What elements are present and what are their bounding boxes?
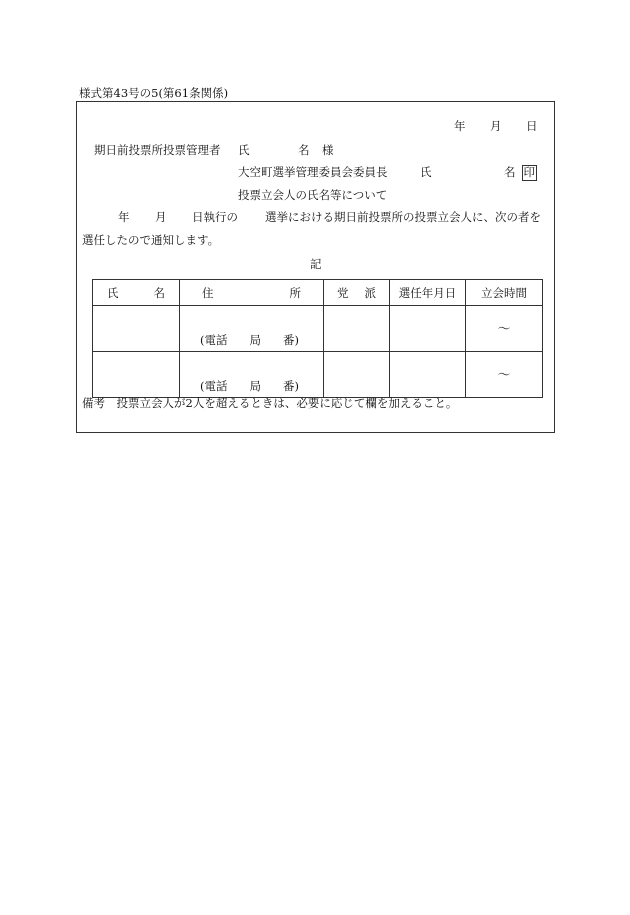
sender-title: 大空町選挙管理委員会委員長: [238, 165, 388, 179]
sender-name-seal: [504, 165, 537, 181]
table-row: [93, 352, 543, 398]
date-month: 月: [490, 119, 502, 133]
subject: 投票立会人の氏名等について: [238, 188, 388, 202]
cell-hours: ～: [466, 352, 543, 398]
cell-appointed-date: [390, 352, 466, 398]
date-year: 年: [454, 119, 466, 133]
cell-name: [93, 306, 180, 352]
phone-line: (電話 局 番): [200, 333, 299, 347]
cell-address: [180, 352, 324, 398]
addressee-shi: 氏: [238, 143, 250, 157]
body-year: 年: [118, 210, 130, 224]
table-header-row: [93, 280, 543, 306]
form-label: 様式第43号の5(第61条関係): [79, 86, 229, 100]
cell-party: [324, 352, 390, 398]
addressee-sama: 様: [322, 143, 334, 157]
seal-mark: 印: [523, 165, 535, 179]
cell-address: [180, 306, 324, 352]
header-name: 氏 名: [93, 280, 180, 306]
cell-hours: ～: [466, 306, 543, 352]
date-day: 日: [526, 119, 538, 133]
body-line1: 選挙における期日前投票所の投票立会人に、次の者を: [265, 210, 541, 224]
phone-line: (電話 局 番): [200, 379, 299, 393]
body-line2: 選任したので通知します。: [82, 233, 220, 247]
body-month: 月: [155, 210, 167, 224]
body-day: 日執行の: [192, 210, 238, 224]
cell-party: [324, 306, 390, 352]
header-party: 党 派: [324, 280, 390, 306]
cell-appointed-date: [390, 306, 466, 352]
header-appointed-date: 選任年月日: [390, 280, 466, 306]
tachiai-table: [92, 279, 543, 398]
ki-label: 記: [310, 257, 322, 271]
sender-shi: 氏: [420, 165, 432, 179]
header-hours: 立会時間: [466, 280, 543, 306]
table-row: [93, 306, 543, 352]
remarks: 備考 投票立会人が2人を超えるときは、必要に応じて欄を加えること。: [82, 396, 458, 410]
addressee-title: 期日前投票所投票管理者: [94, 143, 221, 157]
header-address: 住 所: [180, 280, 324, 306]
sender-mei: 名: [504, 165, 516, 179]
addressee-mei: 名: [298, 143, 310, 157]
cell-name: [93, 352, 180, 398]
